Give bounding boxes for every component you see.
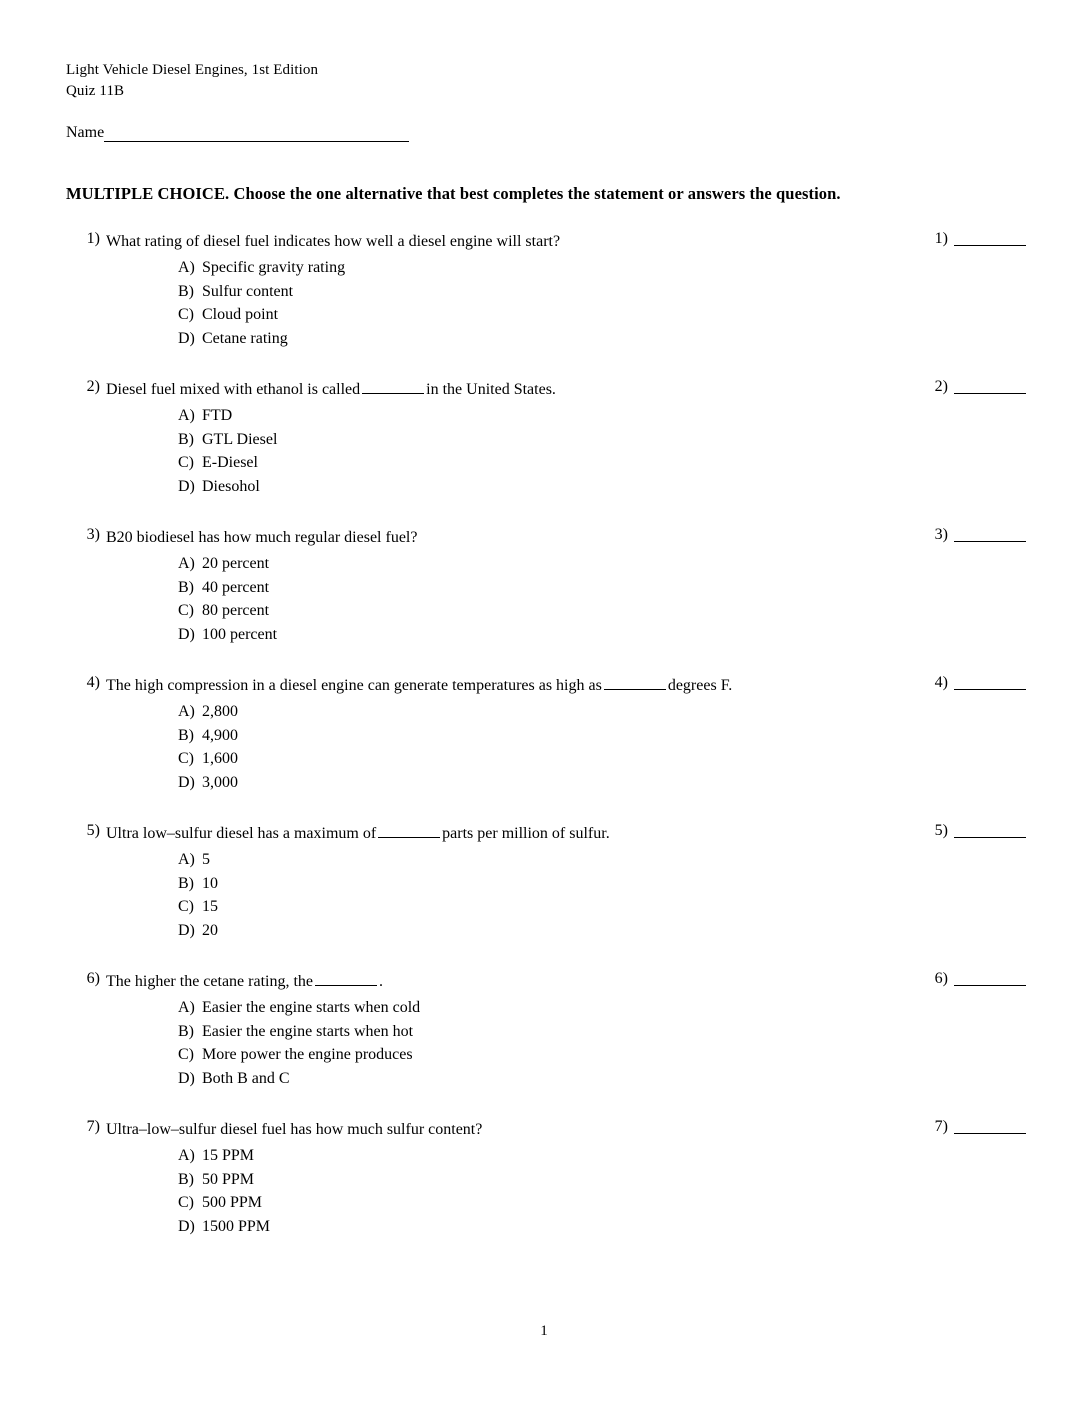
- answer-number: 6): [934, 970, 948, 987]
- choices-list: [66, 996, 1026, 1090]
- question-text: [106, 674, 866, 697]
- choice-label: A): [178, 259, 195, 276]
- choice-option[interactable]: [66, 576, 1026, 600]
- choice-text: Sulfur content: [202, 282, 294, 300]
- question-number: 3): [86, 526, 100, 543]
- question-text-before: What rating of diesel fuel indicates how well a diesel engine will start?: [106, 233, 561, 250]
- choice-option[interactable]: [66, 919, 1026, 943]
- choices-list: [66, 404, 1026, 498]
- choice-label: C): [178, 750, 194, 767]
- name-input-rule[interactable]: [104, 127, 409, 142]
- choice-label: D): [178, 921, 195, 939]
- choice-label: C): [178, 898, 194, 915]
- answer-blank[interactable]: [954, 674, 1026, 690]
- question-text-before: Diesel fuel mixed with ethanol is called: [106, 381, 361, 398]
- choice-option[interactable]: [66, 1191, 1026, 1215]
- choice-label: A): [178, 703, 195, 720]
- choice-label: B): [178, 282, 194, 300]
- answer-slot: [935, 1118, 1026, 1136]
- choice-option[interactable]: [66, 1067, 1026, 1091]
- choice-option[interactable]: [66, 724, 1026, 748]
- question-text-before: Ultra–low–sulfur diesel fuel has how much sulfur content?: [106, 1121, 483, 1138]
- choice-text: E-Diesel: [202, 454, 258, 471]
- choice-label: B): [178, 1022, 194, 1040]
- choice-text: Both B and C: [202, 1069, 290, 1087]
- choice-text: Cetane rating: [202, 329, 288, 347]
- document-header: [66, 60, 1026, 102]
- answer-blank[interactable]: [954, 526, 1026, 542]
- answer-blank[interactable]: [954, 1118, 1026, 1134]
- question-number: 4): [86, 674, 100, 691]
- choice-text: 20: [202, 921, 218, 939]
- answer-number: 4): [934, 674, 948, 691]
- choices-list: [66, 552, 1026, 646]
- choice-text: 15 PPM: [202, 1147, 255, 1164]
- question-text: [106, 822, 866, 845]
- choice-text: 500 PPM: [202, 1194, 263, 1211]
- choice-option[interactable]: [66, 623, 1026, 647]
- answer-number: 2): [934, 378, 948, 395]
- choice-option[interactable]: [66, 256, 1026, 280]
- question-text-before: B20 biodiesel has how much regular diesel fuel?: [106, 529, 418, 546]
- choice-label: C): [178, 602, 194, 619]
- question-item: [66, 822, 1026, 942]
- choices-list: [66, 1144, 1026, 1238]
- choice-label: C): [178, 1194, 194, 1211]
- choice-text: 20 percent: [202, 555, 270, 572]
- choice-label: B): [178, 726, 194, 744]
- choice-option[interactable]: [66, 872, 1026, 896]
- answer-blank[interactable]: [954, 970, 1026, 986]
- choice-text: Cloud point: [202, 306, 279, 323]
- choice-option[interactable]: [66, 747, 1026, 771]
- choice-text: 50 PPM: [202, 1170, 255, 1188]
- choice-label: B): [178, 430, 194, 448]
- question-text: [106, 970, 866, 993]
- choice-text: 1,600: [202, 750, 238, 767]
- question-number: 5): [86, 822, 100, 839]
- choice-label: D): [178, 1217, 195, 1235]
- question-text-before: The high compression in a diesel engine can generate temperatures as high as: [106, 677, 602, 694]
- choice-option[interactable]: [66, 327, 1026, 351]
- choice-text: More power the engine produces: [202, 1046, 413, 1063]
- choice-text: 80 percent: [202, 602, 270, 619]
- choice-text: Easier the engine starts when hot: [202, 1022, 414, 1040]
- choice-label: B): [178, 1170, 194, 1188]
- answer-number: 7): [934, 1118, 948, 1135]
- question-item: [66, 378, 1026, 498]
- instructions-text: MULTIPLE CHOICE. Choose the one alternative that best completes the statement or answers the question.: [66, 184, 841, 203]
- choice-text: 5: [202, 851, 210, 868]
- choice-label: D): [178, 773, 195, 791]
- question-number: 6): [86, 970, 100, 987]
- question-item: [66, 1118, 1026, 1238]
- question-text: [106, 526, 866, 549]
- choice-text: Specific gravity rating: [202, 259, 346, 276]
- answer-blank[interactable]: [954, 822, 1026, 838]
- choice-option[interactable]: [66, 428, 1026, 452]
- question-text-after: parts per million of sulfur.: [442, 825, 610, 842]
- choice-option[interactable]: [66, 848, 1026, 872]
- choice-label: D): [178, 625, 195, 643]
- question-item: [66, 674, 1026, 794]
- choice-option[interactable]: [66, 451, 1026, 475]
- question-number: 7): [86, 1118, 100, 1135]
- question-text: [106, 230, 866, 253]
- question-text: [106, 1118, 866, 1141]
- choice-label: D): [178, 1069, 195, 1087]
- choices-list: [66, 700, 1026, 794]
- inline-blank: [362, 380, 424, 394]
- choice-text: Easier the engine starts when cold: [202, 999, 421, 1016]
- answer-blank[interactable]: [954, 378, 1026, 394]
- book-title: Light Vehicle Diesel Engines, 1st Edition: [66, 62, 319, 78]
- choices-list: [66, 848, 1026, 942]
- choice-text: 3,000: [202, 773, 238, 791]
- name-label: Name: [66, 124, 105, 141]
- choice-text: FTD: [202, 407, 233, 424]
- answer-slot: [935, 822, 1026, 840]
- question-number: 1): [86, 230, 100, 247]
- question-text-before: Ultra low–sulfur diesel has a maximum of: [106, 825, 377, 842]
- answer-slot: [935, 970, 1026, 988]
- choice-label: B): [178, 874, 194, 892]
- choice-option[interactable]: [66, 1215, 1026, 1239]
- choice-label: D): [178, 329, 195, 347]
- choice-option[interactable]: [66, 700, 1026, 724]
- page-number: 1: [540, 1323, 548, 1339]
- answer-number: 5): [934, 822, 948, 839]
- quiz-title: Quiz 11B: [66, 83, 125, 99]
- name-field-row: [66, 124, 1026, 142]
- question-number: 2): [86, 378, 100, 395]
- choice-option[interactable]: [66, 599, 1026, 623]
- answer-number: 3): [934, 526, 948, 543]
- choice-option[interactable]: [66, 404, 1026, 428]
- choice-label: B): [178, 578, 194, 596]
- answer-slot: [935, 230, 1026, 248]
- choice-text: Diesohol: [202, 477, 260, 495]
- choice-option[interactable]: [66, 552, 1026, 576]
- choice-option[interactable]: [66, 771, 1026, 795]
- choice-label: D): [178, 477, 195, 495]
- choice-text: 15: [202, 898, 218, 915]
- question-text-after: .: [379, 973, 384, 990]
- choice-label: A): [178, 555, 195, 572]
- answer-blank[interactable]: [954, 230, 1026, 246]
- choices-list: [66, 256, 1026, 350]
- questions-list: [66, 230, 1026, 1238]
- choice-option[interactable]: [66, 996, 1026, 1020]
- inline-blank: [604, 676, 666, 690]
- choice-text: 10: [202, 874, 218, 892]
- choice-option[interactable]: [66, 303, 1026, 327]
- choice-text: 2,800: [202, 703, 238, 720]
- choice-option[interactable]: [66, 1144, 1026, 1168]
- inline-blank: [315, 972, 377, 986]
- choice-text: 100 percent: [202, 625, 278, 643]
- choice-text: 1500 PPM: [202, 1217, 271, 1235]
- choice-label: C): [178, 306, 194, 323]
- choice-label: A): [178, 999, 195, 1016]
- question-text-before: The higher the cetane rating, the: [106, 973, 314, 990]
- choice-option[interactable]: [66, 475, 1026, 499]
- choice-label: A): [178, 851, 195, 868]
- choice-text: 4,900: [202, 726, 238, 744]
- choice-label: A): [178, 407, 195, 424]
- question-item: [66, 970, 1026, 1090]
- question-text: [106, 378, 866, 401]
- choice-option[interactable]: [66, 895, 1026, 919]
- answer-slot: [935, 674, 1026, 692]
- answer-number: 1): [934, 230, 948, 247]
- choice-text: 40 percent: [202, 578, 270, 596]
- question-item: [66, 526, 1026, 646]
- question-text-after: degrees F.: [667, 677, 733, 694]
- inline-blank: [378, 824, 440, 838]
- choice-label: A): [178, 1147, 195, 1164]
- choice-label: C): [178, 1046, 194, 1063]
- question-text-after: in the United States.: [426, 381, 556, 398]
- answer-slot: [935, 378, 1026, 396]
- choice-option[interactable]: [66, 1020, 1026, 1044]
- choice-option[interactable]: [66, 1043, 1026, 1067]
- choice-option[interactable]: [66, 280, 1026, 304]
- question-item: [66, 230, 1026, 350]
- answer-slot: [935, 526, 1026, 544]
- choice-text: GTL Diesel: [202, 430, 278, 448]
- choice-option[interactable]: [66, 1168, 1026, 1192]
- choice-label: C): [178, 454, 194, 471]
